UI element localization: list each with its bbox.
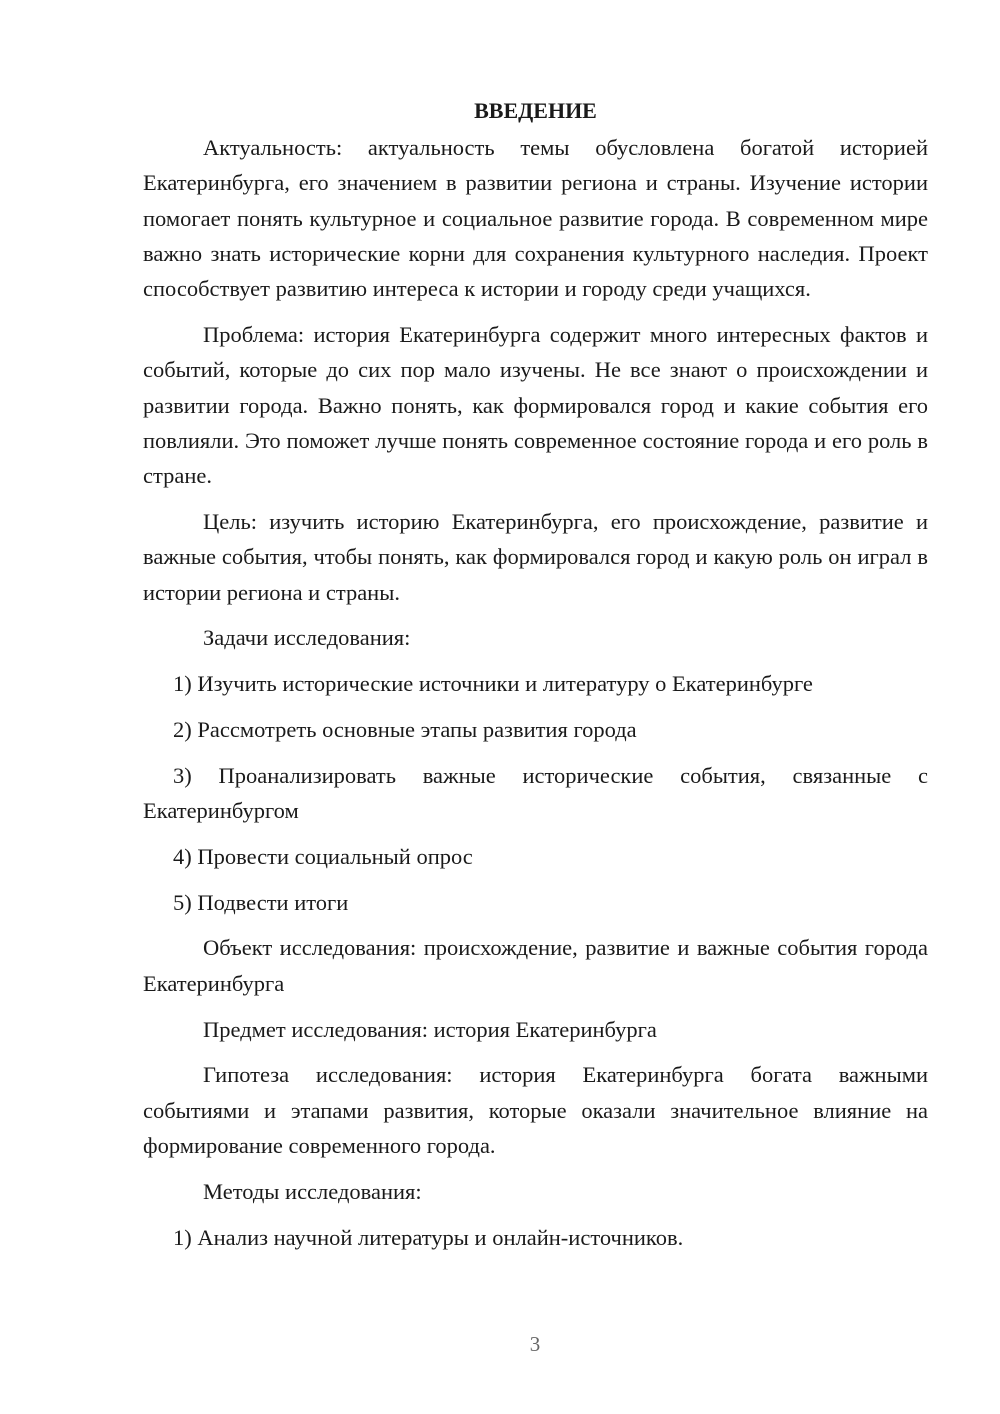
task-item: 2) Рассмотреть основные этапы развития города [173,716,637,742]
object-paragraph: Объект исследования: происхождение, развитие и важные события города Екатеринбурга [143,935,928,996]
document-title: ВВЕДЕНИЕ [474,98,597,123]
goal-paragraph: Цель: изучить историю Екатеринбурга, его происхождение, развитие и важные события, чтобы понять, как формировался город и какую роль он играл в истории региона и страны. [143,508,928,605]
relevance-paragraph: Актуальность: актуальность темы обусловлена богатой историей Екатеринбурга, его значением в развитии региона и страны. Изучение истории помогает понять культурное и социальное развитие города. В современном мире важно знать исторические корни для сохранения культурного наследия. Проект способствует развитию интереса к истории и городу среди учащихся. [143,135,928,302]
methods-list [143,1220,928,1255]
page-number: 3 [529,1332,541,1356]
methods-heading: Методы исследования: [203,1178,422,1204]
subject-paragraph: Предмет исследования: история Екатеринбурга [203,1016,657,1042]
task-item: 4) Провести социальный опрос [173,843,473,869]
hypothesis-paragraph: Гипотеза исследования: история Екатеринбурга богата важными событиями и этапами развития, которые оказали значительное влияние на формирование современного города. [143,1062,928,1158]
task-item: 3) Проанализировать важные исторические события, связанные с Екатеринбургом [143,762,928,824]
tasks-heading: Задачи исследования: [203,625,411,651]
task-item: 5) Подвести итоги [173,889,349,915]
task-item: 1) Изучить исторические источники и литературу о Екатеринбурге [173,671,813,697]
document-page [143,93,928,1255]
tasks-list [143,666,928,920]
problem-paragraph: Проблема: история Екатеринбурга содержит много интересных фактов и событий, которые до сих пор мало изучены. Не все знают о происхождении и развитии города. Важно понять, как формировался город и какие события его повлияли. Это поможет лучше понять современное состояние города и его роль в стране. [143,321,928,489]
method-item: 1) Анализ научной литературы и онлайн-источников. [173,1224,684,1250]
